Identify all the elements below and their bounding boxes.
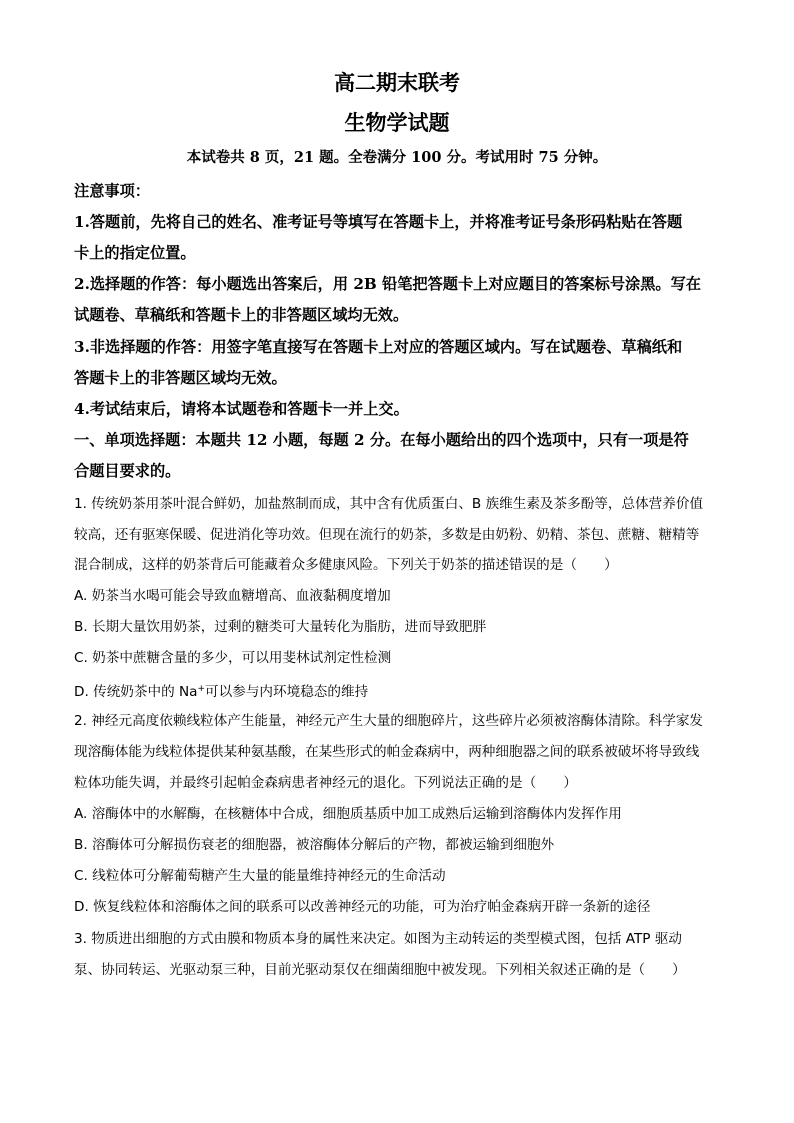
question-1-option-a: A. 奶茶当水喝可能会导致血糖增高、血液黏稠度增加: [74, 588, 391, 604]
notice-line: 答题卡上的非答题区域均无效。: [74, 369, 287, 387]
exam-info: 本试卷共 8 页，21 题。全卷满分 100 分。考试用时 75 分钟。: [186, 149, 608, 166]
question-2-stem: 2. 神经元高度依赖线粒体产生能量，神经元产生大量的细胞碎片，这些碎片必须被溶酶体清除。科学家发: [74, 713, 704, 729]
question-1-stem: 较高，还有驱寒保暖、促进消化等功效。但现在流行的奶茶，多数是由奶粉、奶精、茶包、蔗糖、糖精等: [74, 527, 700, 543]
question-1-option-d: [74, 679, 368, 702]
exam-title: 高二期末联考: [334, 70, 460, 95]
notice-heading: 注意事项：: [74, 182, 150, 200]
question-1-stem: 1. 传统奶茶用茶叶混合鲜奶，加盐熬制而成，其中含有优质蛋白、B 族维生素及茶多酚等，总体营养价值: [74, 496, 704, 512]
question-3-stem: 3. 物质进出细胞的方式由膜和物质本身的属性来决定。如图为主动转运的类型模式图，包括 ATP 驱动: [74, 931, 683, 947]
question-2-option-a: A. 溶酶体中的水解酶，在核糖体中合成，细胞质基质中加工成熟后运输到溶酶体内发挥作用: [74, 806, 622, 822]
exam-subject: 生物学试题: [344, 110, 450, 135]
notice-line: 3.非选择题的作答：用签字笔直接写在答题卡上对应的答题区域内。写在试题卷、草稿纸和: [74, 338, 683, 356]
notice-line: 4.考试结束后，请将本试题卷和答题卡一并上交。: [74, 400, 409, 418]
superscript-plus: +: [197, 684, 206, 694]
question-2-option-d: D. 恢复线粒体和溶酶体之间的联系可以改善神经元的功能，可为治疗帕金森病开辟一条新的途径: [74, 899, 651, 915]
question-2-stem: 现溶酶体能为线粒体提供某种氨基酸，在某些形式的帕金森病中，两种细胞器之间的联系被破坏将导致线: [74, 744, 700, 760]
question-1-option-b: B. 长期大量饮用奶茶，过剩的糖类可大量转化为脂肪，进而导致肥胖: [74, 619, 487, 635]
section-heading: 合题目要求的。: [74, 462, 181, 480]
option-d-text: D. 传统奶茶中的 Na: [74, 684, 198, 700]
question-1-option-c: C. 奶茶中蔗糖含量的多少，可以用斐林试剂定性检测: [74, 650, 392, 666]
question-1-stem: 混合制成，这样的奶茶背后可能藏着众多健康风险。下列关于奶茶的描述错误的是（ ）: [74, 557, 618, 573]
section-heading: 一、单项选择题：本题共 12 小题，每题 2 分。在每小题给出的四个选项中，只有一项是符: [74, 431, 689, 449]
question-3-stem: 泵、协同转运、光驱动泵三种，目前光驱动泵仅在细菌细胞中被发现。下列相关叙述正确的是（ ）: [74, 962, 686, 978]
question-2-stem: 粒体功能失调，并最终引起帕金森病患者神经元的退化。下列说法正确的是（ ）: [74, 775, 577, 791]
notice-line: 2.选择题的作答：每小题选出答案后，用 2B 铅笔把答题卡上对应题目的答案标号涂黑。写在: [74, 275, 701, 293]
option-d-text-end: 可以参与内环境稳态的维持: [205, 684, 369, 700]
notice-line: 试题卷、草稿纸和答题卡上的非答题区域均无效。: [74, 306, 409, 324]
question-2-option-c: C. 线粒体可分解葡萄糖产生大量的能量维持神经元的生命活动: [74, 868, 446, 884]
question-2-option-b: B. 溶酶体可分解损伤衰老的细胞器，被溶酶体分解后的产物，都被运输到细胞外: [74, 837, 555, 853]
notice-line: 卡上的指定位置。: [74, 244, 196, 262]
notice-line: 1.答题前，先将自己的姓名、准考证号等填写在答题卡上，并将准考证号条形码粘贴在答题: [74, 213, 683, 231]
